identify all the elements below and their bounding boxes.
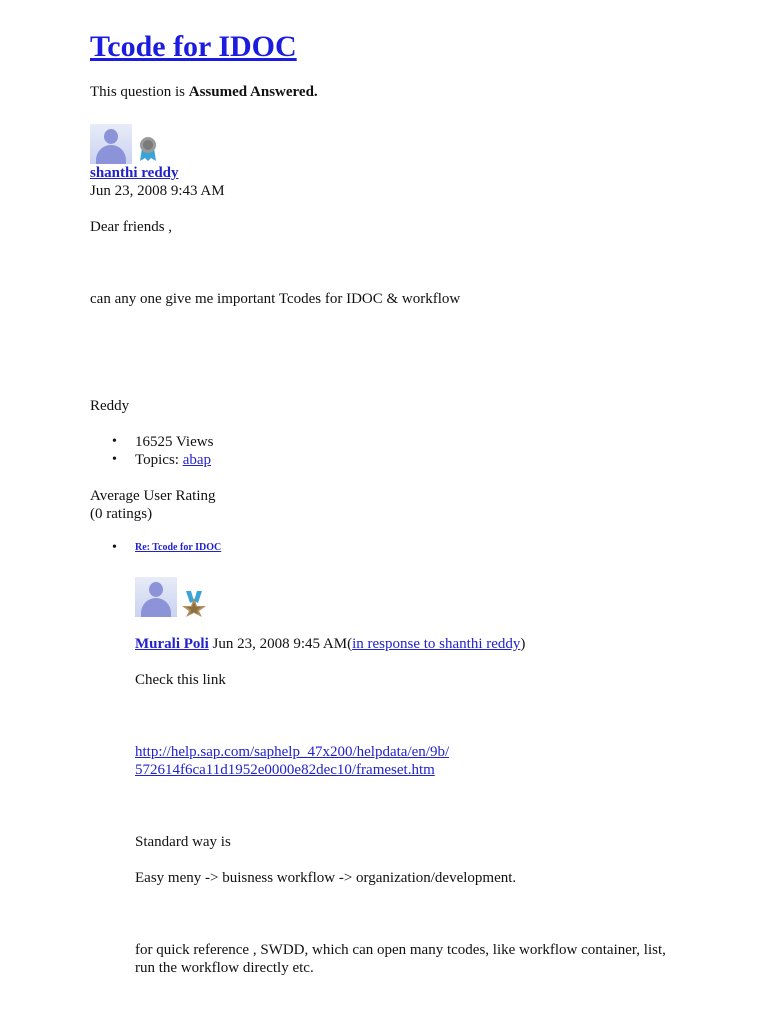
rating-count: (0 ratings) — [90, 506, 153, 522]
help-link-line2[interactable]: 572614f6ca11d1952e0000e82dec10/frameset.htm — [135, 762, 435, 778]
in-response-link[interactable]: in response to shanthi reddy — [352, 636, 521, 652]
reply-link[interactable] — [135, 743, 449, 779]
rating-label: Average User Rating — [90, 488, 216, 504]
rank-badge-icon — [180, 589, 208, 617]
question-body-line: Dear friends , — [90, 219, 173, 235]
status-badge: Assumed Answered. — [188, 84, 318, 100]
topic-link-abap[interactable]: abap — [182, 452, 212, 468]
bullet-icon: • — [112, 452, 117, 467]
reply-title-link[interactable]: Re: Tcode for IDOC — [135, 542, 222, 553]
reply-body-line: Standard way is — [135, 834, 231, 850]
reply-body-line: Easy meny -> buisness workflow -> organization/development. — [135, 870, 517, 886]
bullet-icon: • — [112, 540, 117, 555]
help-link-line1[interactable]: http://help.sap.com/saphelp_47x200/helpdata/en/9b/ — [135, 744, 450, 760]
status-prefix: This question is — [90, 84, 186, 100]
open-paren: ( — [347, 636, 353, 652]
topics-label: Topics: — [135, 452, 179, 468]
reply-body-line: Check this link — [135, 672, 226, 688]
close-paren: ) — [520, 636, 526, 652]
question-author-link[interactable]: shanthi reddy — [90, 165, 179, 181]
views-count: 16525 Views — [135, 434, 214, 450]
question-title-link[interactable]: Tcode for IDOC — [90, 30, 297, 63]
question-date: Jun 23, 2008 9:43 AM — [90, 183, 225, 199]
reply-author-link[interactable]: Murali Poli — [135, 636, 209, 652]
question-status — [90, 83, 318, 101]
question-body-line: can any one give me important Tcodes for IDOC & workflow — [90, 291, 461, 307]
avatar[interactable] — [90, 124, 132, 164]
topics — [135, 451, 211, 469]
avatar[interactable] — [135, 577, 177, 617]
rank-badge-icon — [137, 136, 159, 162]
question-signature: Reddy — [90, 398, 130, 414]
bullet-icon: • — [112, 434, 117, 449]
reply-body-line: for quick reference , SWDD, which can open many tcodes, like workflow container, list, run the workflow directly etc. — [135, 942, 666, 976]
page-title — [90, 28, 297, 66]
reply-header — [135, 635, 525, 653]
reply-date: Jun 23, 2008 9:45 AM — [212, 636, 348, 652]
